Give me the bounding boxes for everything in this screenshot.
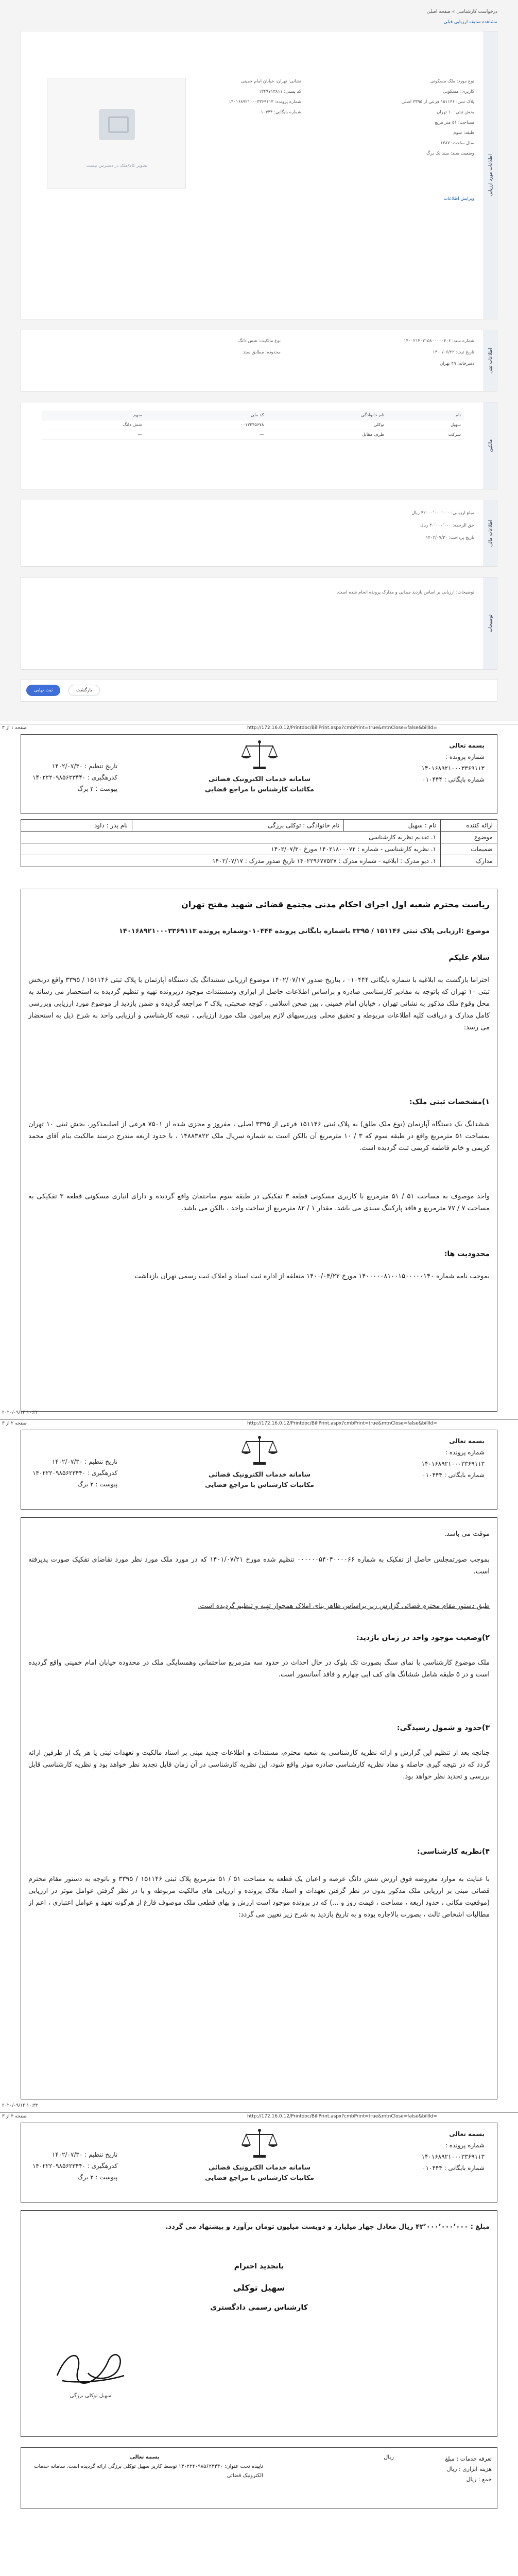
header-center: سامانه خدمات الکترونیک قضائی مکاتبات کارشناس با مراجع قضایی [185, 1434, 334, 1490]
document-page-2 [0, 1430, 518, 2105]
previous-evaluation-link[interactable]: مشاهده سابقه ارزیابی قبلی [443, 20, 497, 25]
owners-tab[interactable]: مالکین [484, 402, 497, 489]
field-area: مساحت: ۵۱ متر مربع [435, 120, 474, 125]
field-address: نشانی: تهران، خیابان امام خمینی [241, 79, 301, 84]
closing-regards: باتجدید احترام [234, 2262, 284, 2270]
field-reg-date: تاریخ ثبت: ۱۴۰۰/۰۶/۲۲ [433, 350, 474, 355]
print-date-stamp: ۲۰۲۰/۰۹/۱۴ ۱۰:۳۲ [2, 2103, 38, 2108]
document-body-1 [21, 889, 497, 1412]
section-heading-4: ۴)نظریه کارشناسی: [417, 1848, 490, 1856]
header-left-info: تاریخ تنظیم : ۱۴۰۲/۰۷/۳۰ کدرهگیری : ۱۴۰۲۲۲۰۹۸۵۶۲۳۴۴۰ پیوست : ۲ برگ [32, 2151, 118, 2181]
section-heading-1: ۱)مشخصات ثبتی ملک: [409, 1098, 490, 1106]
field-appraisal-amount: مبلغ ارزیابی: ۴۲۰۰۰٬۰۰۰٬۰۰۰ ریال [411, 511, 474, 516]
field-floor: طبقه: سوم [453, 130, 474, 135]
signature-icon [47, 2345, 134, 2391]
justice-scales-icon [239, 2127, 280, 2160]
justice-scales-icon [239, 1434, 280, 1467]
paragraph-intro: احتراما بازگشت به ابلاغیه با شماره بایگانی ۰۱۰۴۴۴ ، بتاریخ صدور ۱۴۰۲/۰۷/۱۷ موضوع ارزیابی ششدانگ یک دستگاه آپارتمان با پلاک ثبتی ۱۵۱۱۴۶ / ۳۳۹۵ واقع دربخش ثبتی ۱۰ تهران که باتوجه به مقادیر کارشناسی صادره و براساس اطلاعات حاصل از ابرازی وسستندات موجود درپرونده تهیه و تنظیم گردیده به استحضار می رساند به محل وقوع ملک مذکور به نشانی تهران ، خیابان امام خمینی ، بین صحن اسلامی ، کوچه صحبتی، پلاک ۳ مراجعه گردیده و ضمن بازدید از موضوع مورد ارزیابی وبررسی کامل مدارک و دریافت کلیه اطلاعات مربوطه و تحقیق محلی وبررسیهای لازم پیرامون ملک مورد ارزیابی ، نتیجه کارشناسی و ارزیابی واحد به شرح ذیل به استحضار می رسد: [28, 976, 490, 1031]
justice-scales-icon [239, 739, 280, 772]
field-ownership: نوع مالکیت: شش دانگ [238, 338, 281, 344]
document-meta-table: ارائه کننده نام : سهیل نام خانوادگی : توکلی برزگی نام پدر : داود موضوع ۱. تقدیم نظریه کارشناسی ضمیمات ۱. نظریه کارشناسی - شماره : ۱۴۰۲۱۸۰۰۰۷۲ مورخ ۱۴۰۲/۰۷/۳۰ مدارک ۱. دیو مدرک : ابلاغیه - شماره مدرک : ۱۴۰۲۲۹۶۷۷۵۲۷ تاریخ صدور مدرک : ۱۴۰۲/۰۷/۱۷ [21, 819, 497, 867]
document-body-3 [21, 2210, 497, 2437]
print-url[interactable]: http://172.16.0.12/Printdoc/BillPrint.aspx?cmbPrint=true&mtnClose=false&billId= [247, 725, 437, 731]
fee-section: تعرفه خدمات : مبلغ هزینه ابزاری : ریال جمع : ریال [445, 2455, 492, 2483]
paragraph-price: مبلغ : ۴۲٬۰۰۰٬۰۰۰٬۰۰۰ ریال معادل چهار میلیارد و دویست میلیون تومان برآورد و پیشنهاد می گردد. [165, 2223, 490, 2231]
paragraph-continued: موقت می باشد. [444, 1530, 490, 1538]
footer-note: بسمه تعالی تاییده تحت عنوان: ۱۴۰۲۲۲۰۹۸۵۶۲۳۴۴۰ توسط کاربر سهیل توکلی برزگی ارائه گردیده است. سامانه خدمات الکترونیک قضائی [34, 2454, 263, 2479]
field-case-number: شماره پرونده: ۱۴۰۱۶۸۹۲۱۰۰۰۳۳۶۹۱۱۳ [229, 99, 301, 105]
section-heading-2: ۲)وضعیت موجود واحد در زمان بازدید: [356, 1634, 490, 1642]
field-fee: حق الزحمه: ۴۰٬۰۰۰٬۰۰۰ ریال [420, 523, 474, 528]
paragraph-opinion: با عنایت به موارد معروضه فوق ارزش شش دانگ عرصه و اعیان یک قطعه به مساحت ۵۱ / ۵۱ مترمربع پلاک ثبتی ۱۵۱۱۴۶ / ۳۳۹۵ و باتوجه به دستور مقام محترم قضائی مبنی بر ارزیابی ملک مذکور بدون در نظر گرفتن تعهدات و اسناد ملاک پرونده و ارزیابی های مالکیت مربوطه و با در نظر گرفتن عوامل موثر در ارزیابی (موقعیت مکانی ، حدود اربعه ، مساحت ، قیمت روز و ...) که در پرونده موجود است ارزش و بهای قطعی ملک موصوف فارغ از هرگونه تعهد و عوامل اعتباری ، اعم از مطالبات اشخاص ثالث ، بصورت بالاجاره بوده و به تاریخ بازدید به شرح زیر تعیین می گردد: [28, 1875, 490, 1919]
notes-tab[interactable]: توضیحات [484, 578, 497, 669]
paragraph-instruction: طبق دستور مقام محترم قضائی گزارش زیر براساس ظاهر بنای املاک همجوار تهیه و تنظیم گردیده است. [198, 1602, 490, 1610]
registration-info-panel [21, 330, 497, 392]
fee-value: ریال [384, 2454, 394, 2461]
property-info-panel [21, 31, 497, 319]
page-indicator: صفحه ۳ از ۳ [2, 2114, 27, 2119]
breadcrumb[interactable]: درخواست کارشناسی » صفحه اصلی [426, 9, 497, 14]
header-center: سامانه خدمات الکترونیک قضائی مکاتبات کارشناس با مراجع قضایی [185, 2127, 334, 2183]
paragraph-survey: بموجب صورتمجلس حاصل از تفکیک به شماره ۰۰۰۰۰۰۵۴۰۴۰۰۰۰۶۶ تنظیم شده مورخ ۱۴۰۱/۰۷/۲۱ که در مورد ملک مورد نظر مورد تقاضای تفکیک صورت پذیرفته است. [28, 1556, 490, 1575]
print-date-stamp: ۲۰۲۰/۰۹/۱۴ ۱۰:۳۲ [2, 1410, 38, 1415]
notes-panel [21, 577, 497, 670]
print-url[interactable]: http://172.16.0.12/Printdoc/BillPrint.aspx?cmbPrint=true&mtnClose=false&billId= [247, 2114, 437, 2119]
print-url-bar [0, 2112, 518, 2122]
document-page-3 [0, 2123, 518, 2576]
property-info-tab[interactable]: اطلاعات مورد ارزیابی [484, 31, 497, 319]
header-center: سامانه خدمات الکترونیک قضائی مکاتبات کارشناس با مراجع قضایی [185, 739, 334, 794]
edit-info-link[interactable]: ویرایش اطلاعات [443, 196, 474, 201]
paragraph-unit: واحد موصوف به مساحت ۵۱ / ۵۱ مترمربع با کاربری مسکونی قطعه ۳ تفکیکی در طبقه سوم ساختمان واقع گردیده و دارای انباری مسکونی قطعه ۳ تفکیکی به مساحت ۷ / ۷۷ مترمربع و فاقد پارکینگ سندی می باشد. مقدار ۱ / ۸۲ مترمربع از ساخت واحد ، بالکن می باشد. [28, 1193, 490, 1212]
financial-panel [21, 500, 497, 567]
print-url-bar [0, 1419, 518, 1429]
header-left-info: تاریخ تنظیم : ۱۴۰۲/۰۷/۳۰ کدرهگیری : ۱۴۰۲۲۲۰۹۸۵۶۲۳۴۴۰ پیوست : ۲ برگ [32, 1458, 118, 1488]
back-button[interactable]: بازگشت [68, 685, 100, 696]
signature-caption: سهیل توکلی برزگی [70, 2393, 112, 2399]
field-deed: وضعیت سند: سند تک برگ [426, 151, 474, 156]
field-usage: کاربری: مسکونی [443, 89, 474, 94]
document-header [21, 1430, 497, 1510]
table-row[interactable]: شرکت طرف مقابل — — [42, 430, 464, 440]
financial-tab[interactable]: اطلاعات مالی [484, 500, 497, 566]
print-url-bar [0, 724, 518, 733]
field-plaque: پلاک ثبتی: ۱۵۱۱۴۶ فرعی از ۳۳۹۵ اصلی [401, 99, 474, 105]
greeting: سلام علیکم [448, 954, 490, 962]
paragraph-scope: جنانچه بعد از تنظیم این گزارش و ارائه نظریه کارشناسی به شعبه محترم، مستندات و اطلاعات جدید مبنی بر اسناد مالکیت و تعهدات ثبتی یا هر یک از طرفین ارائه گردد که در نتیجه گیری حاصله و مفاد نظریه کارشناسی صادره موثر واقع شود، این نظریه کارشناسی در آن زمان قابل تجدید نظر خواهد بود و نظریه کارشناسی قابل بررسی و تجدید نظر خواهد بود. [28, 1749, 490, 1781]
signature [47, 2345, 134, 2399]
table-row[interactable]: سهیل توکلی ۰۰۱۲۳۴۵۶۷۸ شش دانگ [42, 420, 464, 430]
submit-button[interactable]: ثبت نهایی [26, 685, 60, 696]
property-image-placeholder [47, 78, 186, 189]
header-right-info: بسمه تعالی شماره پرونده : ۱۴۰۱۶۸۹۲۱۰۰۰۳۳۶۹۱۱۳ شماره بایگانی : ۰۱۰۴۴۴ [421, 1437, 485, 1479]
field-notary: دفترخانه: ۴۹ تهران [440, 361, 474, 366]
field-type: نوع مورد: ملک مسکونی [430, 79, 474, 84]
page-indicator: صفحه ۱ از ۳ [2, 725, 27, 731]
header-left-info: تاریخ تنظیم : ۱۴۰۲/۰۷/۳۰ کدرهگیری : ۱۴۰۲۲۲۰۹۸۵۶۲۳۴۴۰ پیوست : ۲ برگ [32, 762, 118, 792]
image-placeholder-icon [99, 109, 135, 140]
field-notes: توضیحات: ارزیابی بر اساس بازدید میدانی و مدارک پرونده انجام شده است. [336, 590, 474, 595]
document-body-2 [21, 1517, 497, 2099]
header-right-info: بسمه تعالی شماره پرونده : ۱۴۰۱۶۸۹۲۱۰۰۰۳۳۶۹۱۱۳ شماره بایگانی : ۰۱۰۴۴۴ [421, 2130, 485, 2172]
action-bar [21, 679, 497, 702]
image-caption: تصویر کالا/ملک در دسترس نیست [86, 163, 148, 168]
field-archive-number: شماره بایگانی: ۰۱۰۴۴۴ [258, 110, 301, 115]
expert-title: کارشناس رسمی دادگستری [210, 2303, 308, 2312]
document-header [21, 734, 497, 814]
paragraph-current-status: ملک موضوع کارشناسی با نمای سنگ بصورت تک بلوک در حال احداث در حدود سه مترمربع ساختمانی وهمسایگی ملک در محدوده خیابان امام خمینی واقع گردیده است و در ۵ طبقه شامل ششانگ های کف ایی چهارم و فاقد آسانسور است. [28, 1659, 490, 1679]
page-indicator: صفحه ۲ از ۳ [2, 1421, 27, 1426]
owners-panel [21, 402, 497, 489]
document-address: ریاست محترم شعبه اول اجرای احکام مدنی مجتمع قضائی شهید مفتح تهران [181, 900, 490, 909]
document-page-1 [0, 734, 518, 1417]
paragraph-registration: ششدانگ یک دستگاه آپارتمان (نوع ملک طلق) به پلاک ثبتی ۱۵۱۱۴۶ فرعی از ۳۳۹۵ اصلی ، مفروز و مجزی شده از ۷۵۰۱ فرعی از اصلیمذکور، بخش ثبتی ۱۰ تهران بمساحت ۵۱ مترمربع واقع در طبقه سوم که ۳ / ۱۰ مترمربع آن بالکن است به شماره سریال ملک ۱۴۸۸۳۸۲۲ ، با حدود اربعه مندرج درسند مالکیت بنام آقای محمد کریمی و خانم فاطمه کریمی ثبت گردیده است. [28, 1121, 490, 1152]
owners-table-header: نام نام خانوادگی کد ملی سهم [42, 411, 464, 420]
field-section: بخش ثبتی: ۱۰ تهران [437, 110, 474, 115]
field-payment-date: تاریخ پرداخت: ۱۴۰۲/۰۷/۳۰ [425, 535, 474, 540]
header-right-info: بسمه تعالی شماره پرونده : ۱۴۰۱۶۸۹۲۱۰۰۰۳۳۶۹۱۱۳ شماره بایگانی : ۰۱۰۴۴۴ [421, 742, 485, 783]
section-heading-3: ۳)حدود و شمول رسیدگی: [397, 1724, 490, 1732]
document-header [21, 2123, 497, 2202]
paragraph-restrictions: بموجب نامه شماره ۱۴۰۰۰۰۰۸۱۰۰۱۵۰۰۰۰۰۱۴۰ مورخ ۱۴۰۰/۰۴/۲۲ متعلقه از اداره ثبت اسناد و املاک ثبت رسمی تهران بازداشت [134, 1273, 490, 1280]
field-doc-number: شماره سند: ۱۴۰۰۲۱۴۰۲۱۵۸۰۰۰۰۰۴۰۶ [404, 338, 474, 344]
document-subject-line: موضوع :ارزیابی پلاک ثبتی ۱۵۱۱۴۶ / ۳۳۹۵ باشماره بایگانی پرونده ۰۱۰۴۴۴وشماره پرونده ۱۴۰۱۶۸۹۲۱۰۰۰۳۳۶۹۱۱۳ [118, 927, 490, 935]
expert-form-section [0, 0, 518, 721]
section-heading-restrictions: محدودیت ها: [444, 1250, 490, 1258]
owners-table [42, 411, 464, 440]
field-boundary: محدوده: مطابق سند [243, 350, 281, 355]
expert-name: سهیل توکلی [233, 2283, 285, 2293]
field-postal-code: کد پستی: ۱۳۴۹۷۱۳۸۱۱ [258, 89, 301, 94]
registration-info-tab[interactable]: اطلاعات ثبتی [484, 330, 497, 391]
field-year: سال ساخت: ۱۳۸۷ [440, 141, 474, 146]
print-url[interactable]: http://172.16.0.12/Printdoc/BillPrint.aspx?cmbPrint=true&mtnClose=false&billId= [247, 1421, 437, 1426]
document-footer [21, 2447, 497, 2509]
